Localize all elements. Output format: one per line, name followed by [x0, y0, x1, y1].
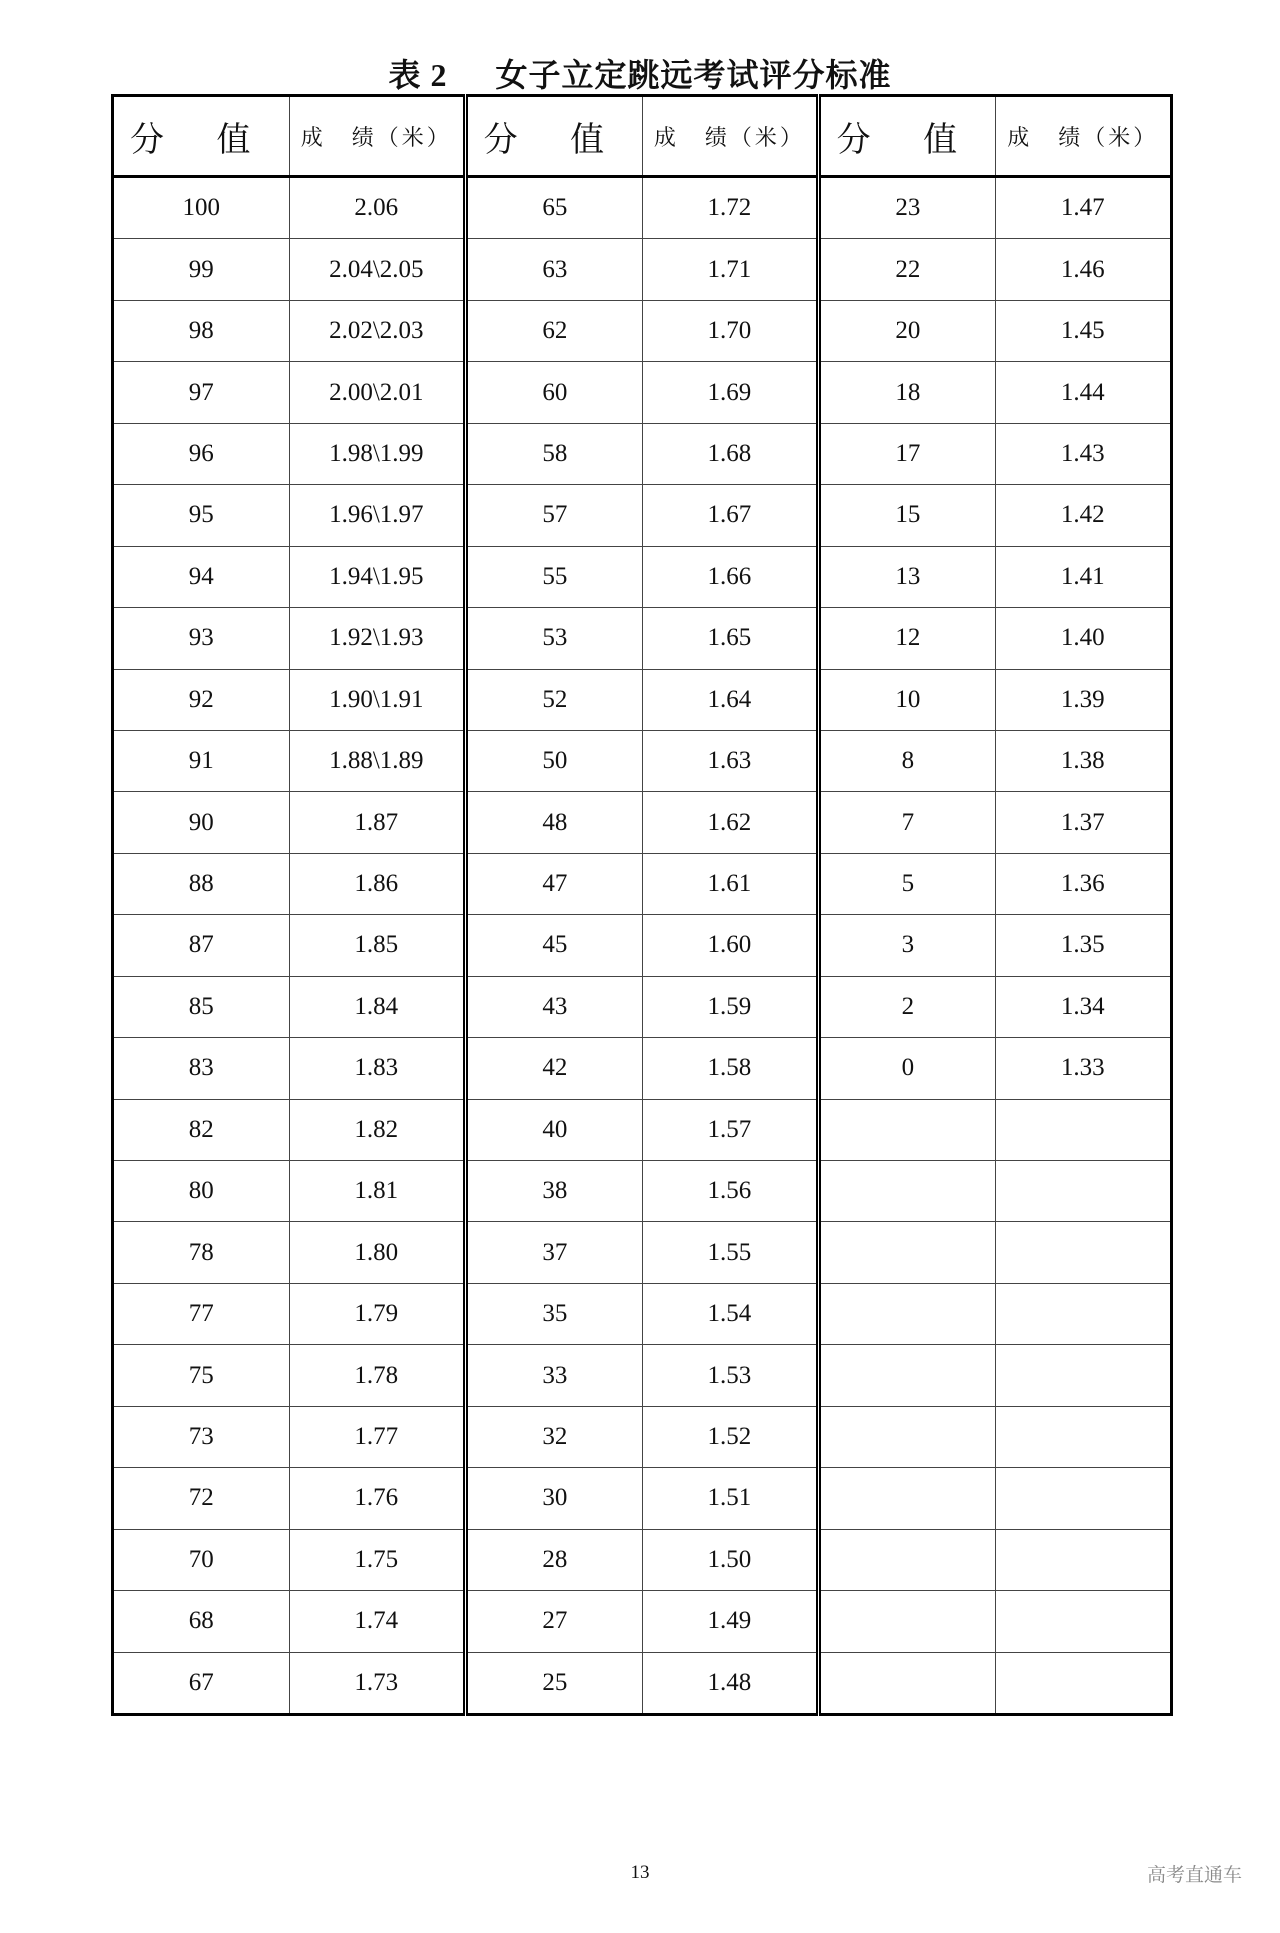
result-cell: 1.72: [642, 177, 819, 239]
table-title-text: 女子立定跳远考试评分标准: [495, 57, 892, 93]
result-cell: 1.96\1.97: [289, 485, 466, 546]
table-title: [0, 50, 1280, 96]
header-result-2: 成 绩（米）: [642, 96, 819, 177]
result-cell: 1.49: [642, 1591, 819, 1652]
score-cell: 62: [466, 300, 643, 361]
result-cell: 1.87: [289, 792, 466, 853]
score-cell: 37: [466, 1222, 643, 1283]
score-cell: 0: [819, 1038, 995, 1099]
result-cell: 1.58: [642, 1038, 819, 1099]
result-cell: 1.81: [289, 1161, 466, 1222]
score-cell: [819, 1529, 995, 1590]
score-cell: 96: [113, 423, 290, 484]
result-cell: 1.54: [642, 1283, 819, 1344]
score-cell: 63: [466, 239, 643, 300]
result-cell: 1.43: [995, 423, 1171, 484]
result-cell: 1.84: [289, 976, 466, 1037]
score-cell: [819, 1652, 995, 1715]
table-row: [113, 915, 1172, 976]
result-cell: 1.62: [642, 792, 819, 853]
table-row: [113, 669, 1172, 730]
result-cell: 1.65: [642, 608, 819, 669]
score-cell: 17: [819, 423, 995, 484]
score-cell: 82: [113, 1099, 290, 1160]
score-cell: 5: [819, 853, 995, 914]
score-cell: 80: [113, 1161, 290, 1222]
score-cell: 97: [113, 362, 290, 423]
score-cell: 95: [113, 485, 290, 546]
score-cell: 27: [466, 1591, 643, 1652]
result-cell: 1.78: [289, 1345, 466, 1406]
score-cell: 10: [819, 669, 995, 730]
result-cell: 1.41: [995, 546, 1171, 607]
watermark: 高考直通车: [1146, 1864, 1242, 1886]
scoring-table: [111, 94, 1173, 1716]
result-cell: 1.50: [642, 1529, 819, 1590]
score-cell: 32: [466, 1406, 643, 1467]
result-cell: 1.57: [642, 1099, 819, 1160]
result-cell: 1.90\1.91: [289, 669, 466, 730]
table-row: [113, 485, 1172, 546]
result-cell: [995, 1591, 1171, 1652]
score-cell: 65: [466, 177, 643, 239]
result-cell: 1.70: [642, 300, 819, 361]
result-cell: 1.88\1.89: [289, 730, 466, 791]
score-cell: [819, 1591, 995, 1652]
score-cell: 23: [819, 177, 995, 239]
result-cell: 1.85: [289, 915, 466, 976]
table-row: [113, 1283, 1172, 1344]
result-cell: [995, 1406, 1171, 1467]
table-row: [113, 1345, 1172, 1406]
score-cell: 70: [113, 1529, 290, 1590]
score-cell: 15: [819, 485, 995, 546]
result-cell: 1.79: [289, 1283, 466, 1344]
score-cell: 48: [466, 792, 643, 853]
score-cell: 73: [113, 1406, 290, 1467]
score-cell: 99: [113, 239, 290, 300]
result-cell: 1.60: [642, 915, 819, 976]
result-cell: [995, 1222, 1171, 1283]
result-cell: 1.76: [289, 1468, 466, 1529]
result-cell: 1.61: [642, 853, 819, 914]
result-cell: 1.71: [642, 239, 819, 300]
table-row: [113, 1161, 1172, 1222]
score-cell: 8: [819, 730, 995, 791]
header-score-1: 分 值: [113, 96, 290, 177]
score-cell: [819, 1161, 995, 1222]
result-cell: 1.82: [289, 1099, 466, 1160]
score-cell: 13: [819, 546, 995, 607]
result-cell: 1.86: [289, 853, 466, 914]
score-cell: [819, 1406, 995, 1467]
result-cell: [995, 1529, 1171, 1590]
score-cell: 94: [113, 546, 290, 607]
table-row: [113, 792, 1172, 853]
result-cell: [995, 1652, 1171, 1715]
result-cell: 1.63: [642, 730, 819, 791]
result-cell: 1.45: [995, 300, 1171, 361]
score-cell: [819, 1345, 995, 1406]
score-cell: 35: [466, 1283, 643, 1344]
result-cell: 1.38: [995, 730, 1171, 791]
result-cell: 2.06: [289, 177, 466, 239]
table-row: [113, 362, 1172, 423]
table-row: [113, 423, 1172, 484]
result-cell: [995, 1345, 1171, 1406]
result-cell: 1.68: [642, 423, 819, 484]
score-cell: 78: [113, 1222, 290, 1283]
score-cell: 45: [466, 915, 643, 976]
page-number: 13: [630, 1862, 650, 1883]
table-row: [113, 1038, 1172, 1099]
score-cell: 91: [113, 730, 290, 791]
score-cell: 47: [466, 853, 643, 914]
score-cell: 18: [819, 362, 995, 423]
result-cell: 1.94\1.95: [289, 546, 466, 607]
result-cell: 1.44: [995, 362, 1171, 423]
score-cell: 30: [466, 1468, 643, 1529]
score-cell: 87: [113, 915, 290, 976]
result-cell: 1.74: [289, 1591, 466, 1652]
score-cell: 67: [113, 1652, 290, 1715]
score-cell: 33: [466, 1345, 643, 1406]
score-cell: 93: [113, 608, 290, 669]
result-cell: 1.42: [995, 485, 1171, 546]
result-cell: 1.36: [995, 853, 1171, 914]
result-cell: [995, 1161, 1171, 1222]
score-cell: 50: [466, 730, 643, 791]
score-cell: 58: [466, 423, 643, 484]
score-cell: [819, 1283, 995, 1344]
score-cell: 100: [113, 177, 290, 239]
score-cell: 12: [819, 608, 995, 669]
result-cell: 1.75: [289, 1529, 466, 1590]
result-cell: 1.66: [642, 546, 819, 607]
result-cell: 1.80: [289, 1222, 466, 1283]
result-cell: 1.37: [995, 792, 1171, 853]
score-cell: 72: [113, 1468, 290, 1529]
score-cell: [819, 1222, 995, 1283]
result-cell: 2.04\2.05: [289, 239, 466, 300]
result-cell: 1.39: [995, 669, 1171, 730]
score-cell: 22: [819, 239, 995, 300]
score-cell: 88: [113, 853, 290, 914]
header-score-2: 分 值: [466, 96, 643, 177]
score-cell: 77: [113, 1283, 290, 1344]
score-cell: 25: [466, 1652, 643, 1715]
score-cell: 57: [466, 485, 643, 546]
score-cell: 2: [819, 976, 995, 1037]
result-cell: 1.56: [642, 1161, 819, 1222]
table-row: [113, 976, 1172, 1037]
result-cell: 2.00\2.01: [289, 362, 466, 423]
score-cell: 55: [466, 546, 643, 607]
result-cell: 1.98\1.99: [289, 423, 466, 484]
result-cell: 1.55: [642, 1222, 819, 1283]
table-row: [113, 1591, 1172, 1652]
score-cell: 53: [466, 608, 643, 669]
table-row: [113, 730, 1172, 791]
score-cell: 90: [113, 792, 290, 853]
header-result-1: 成 绩（米）: [289, 96, 466, 177]
result-cell: 1.83: [289, 1038, 466, 1099]
result-cell: 1.53: [642, 1345, 819, 1406]
table-row: [113, 1406, 1172, 1467]
score-cell: 68: [113, 1591, 290, 1652]
result-cell: 1.47: [995, 177, 1171, 239]
result-cell: 1.77: [289, 1406, 466, 1467]
table-row: [113, 1529, 1172, 1590]
header-result-3: 成 绩（米）: [995, 96, 1171, 177]
score-cell: [819, 1468, 995, 1529]
score-cell: 85: [113, 976, 290, 1037]
table-row: [113, 1468, 1172, 1529]
result-cell: 1.40: [995, 608, 1171, 669]
table-number: 表 2: [388, 57, 448, 93]
score-cell: 43: [466, 976, 643, 1037]
result-cell: 1.34: [995, 976, 1171, 1037]
header-row: [113, 96, 1172, 177]
score-cell: 52: [466, 669, 643, 730]
result-cell: 2.02\2.03: [289, 300, 466, 361]
score-cell: 38: [466, 1161, 643, 1222]
score-cell: 92: [113, 669, 290, 730]
table-row: [113, 177, 1172, 239]
result-cell: 1.73: [289, 1652, 466, 1715]
result-cell: 1.48: [642, 1652, 819, 1715]
result-cell: 1.67: [642, 485, 819, 546]
score-cell: 20: [819, 300, 995, 361]
score-cell: 28: [466, 1529, 643, 1590]
result-cell: 1.92\1.93: [289, 608, 466, 669]
result-cell: 1.51: [642, 1468, 819, 1529]
result-cell: [995, 1283, 1171, 1344]
table-row: [113, 1099, 1172, 1160]
result-cell: 1.59: [642, 976, 819, 1037]
result-cell: 1.33: [995, 1038, 1171, 1099]
score-cell: 98: [113, 300, 290, 361]
score-cell: 60: [466, 362, 643, 423]
score-cell: 3: [819, 915, 995, 976]
score-cell: 40: [466, 1099, 643, 1160]
result-cell: 1.64: [642, 669, 819, 730]
header-score-3: 分 值: [819, 96, 995, 177]
table-row: [113, 300, 1172, 361]
result-cell: 1.46: [995, 239, 1171, 300]
score-cell: 75: [113, 1345, 290, 1406]
result-cell: 1.69: [642, 362, 819, 423]
table-row: [113, 546, 1172, 607]
result-cell: 1.52: [642, 1406, 819, 1467]
table-row: [113, 608, 1172, 669]
score-cell: [819, 1099, 995, 1160]
score-cell: 83: [113, 1038, 290, 1099]
table-row: [113, 1652, 1172, 1715]
score-cell: 42: [466, 1038, 643, 1099]
table-row: [113, 853, 1172, 914]
result-cell: [995, 1099, 1171, 1160]
table-row: [113, 239, 1172, 300]
result-cell: 1.35: [995, 915, 1171, 976]
result-cell: [995, 1468, 1171, 1529]
score-cell: 7: [819, 792, 995, 853]
table-row: [113, 1222, 1172, 1283]
